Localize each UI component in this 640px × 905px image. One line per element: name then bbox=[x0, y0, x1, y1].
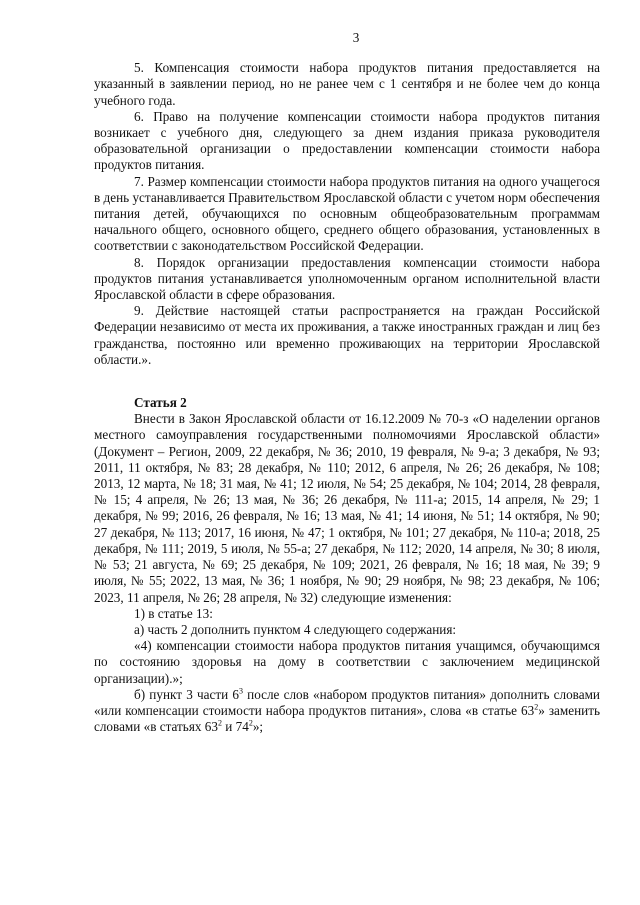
item-b-sup-3: 2 bbox=[217, 718, 222, 728]
item-b-text-1: б) пункт 3 части 6 bbox=[134, 686, 239, 702]
paragraph-8: 8. Порядок организации предоставления компенсации стоимости набора продуктов питания устанавливается уполномоченным органом исполнительной власти Ярославской области в сфере образования. bbox=[94, 254, 600, 303]
article-item-a: а) часть 2 дополнить пунктом 4 следующего содержания: bbox=[134, 621, 457, 637]
item-b-text-5: »; bbox=[252, 719, 264, 735]
item-b-sup-2: 2 bbox=[534, 702, 539, 712]
paragraph-6: 6. Право на получение компенсации стоимости набора продуктов питания возникает с учебного дня, следующего за днем издания приказа руководителя образовательной организации о предоставлении компенсации стоимости набора продуктов питания. bbox=[94, 108, 600, 173]
item-b-text-2: после слов «набором продуктов питания» дополнить словами «или компенсации стоимости набора продуктов питания», слова «в статье 63 bbox=[94, 686, 600, 718]
paragraph-9: 9. Действие настоящей статьи распространяется на граждан Российской Федерации независимо от места их проживания, а также иностранных граждан и лиц без гражданства, постоянно или временно проживающих на территории Ярославской области.». bbox=[94, 303, 600, 367]
article-intro: Внести в Закон Ярославской области от 16.12.2009 № 70-з «О наделении органов местного самоуправления государственными полномочиями Ярославской области» (Документ – Регион, 2009, 22 декабря, № 36; 2010, 19 февраля, № 9-а; 3 декабря, № 93; 2011, 11 октября, № 83; 28 декабря, № 110; 2012, 6 апреля, № 26; 26 декабря, № 108; 2013, 12 марта, № 18; 31 мая, № 41; 12 июля, № 54; 25 декабря, № 104; 2014, 28 февраля, № 15; 4 апреля, № 26; 13 мая, № 36; 26 декабря, № 111-а; 2015, 14 апреля, № 29; 1 декабря, № 99; 2016, 26 февраля, № 16; 13 мая, № 41; 14 июня, № 51; 14 октября, № 90; 27 декабря, № 113; 2017, 16 июня, № 47; 1 октября, № 101; 27 декабря, № 110-а; 2018, 25 декабря, № 111; 2019, 5 июля, № 55-а; 27 декабря, № 112; 2020, 14 апреля, № 30; 8 июля, № 53; 21 августа, № 69; 25 декабря, № 109; 2021, 26 февраля, № 16; 18 мая, № 39; 9 июля, № 55; 2022, 13 мая, № 36; 1 ноября, № 90; 29 ноября, № 98; 23 декабря, № 106; 2023, 11 апреля, № 26; 28 апреля, № 32) следующие изменения: bbox=[94, 411, 600, 605]
article-item-a-quote: «4) компенсации стоимости набора продуктов питания учащимся, обучающимся по состоянию здоровья на дому в соответствии с заключением медицинской организации).»; bbox=[94, 638, 600, 686]
page-number: 3 bbox=[352, 30, 360, 45]
item-b-text-4: и 74 bbox=[221, 719, 249, 735]
article-item-1: 1) в статье 13: bbox=[134, 605, 213, 621]
article-item-b bbox=[94, 687, 600, 736]
article-heading: Статья 2 bbox=[134, 395, 187, 411]
paragraph-5: 5. Компенсация стоимости набора продуктов питания предоставляется на указанный в заявлении период, но не ранее чем с 1 сентября и не более чем до конца учебного года. bbox=[94, 60, 600, 108]
paragraph-7: 7. Размер компенсации стоимости набора продуктов питания на одного учащегося в день устанавливается Правительством Ярославской области с учетом норм обеспечения питания детей, обучающихся по основным общеобразовательным программам начального общего, основного общего, среднего общего образования, установленных в соответствии с законодательством Российской Федерации. bbox=[94, 173, 600, 254]
item-b-sup-1: 3 bbox=[238, 686, 243, 696]
item-b-text-3: » заменить словами «в статьях 63 bbox=[94, 702, 601, 735]
item-b-sup-4: 2 bbox=[248, 718, 253, 728]
